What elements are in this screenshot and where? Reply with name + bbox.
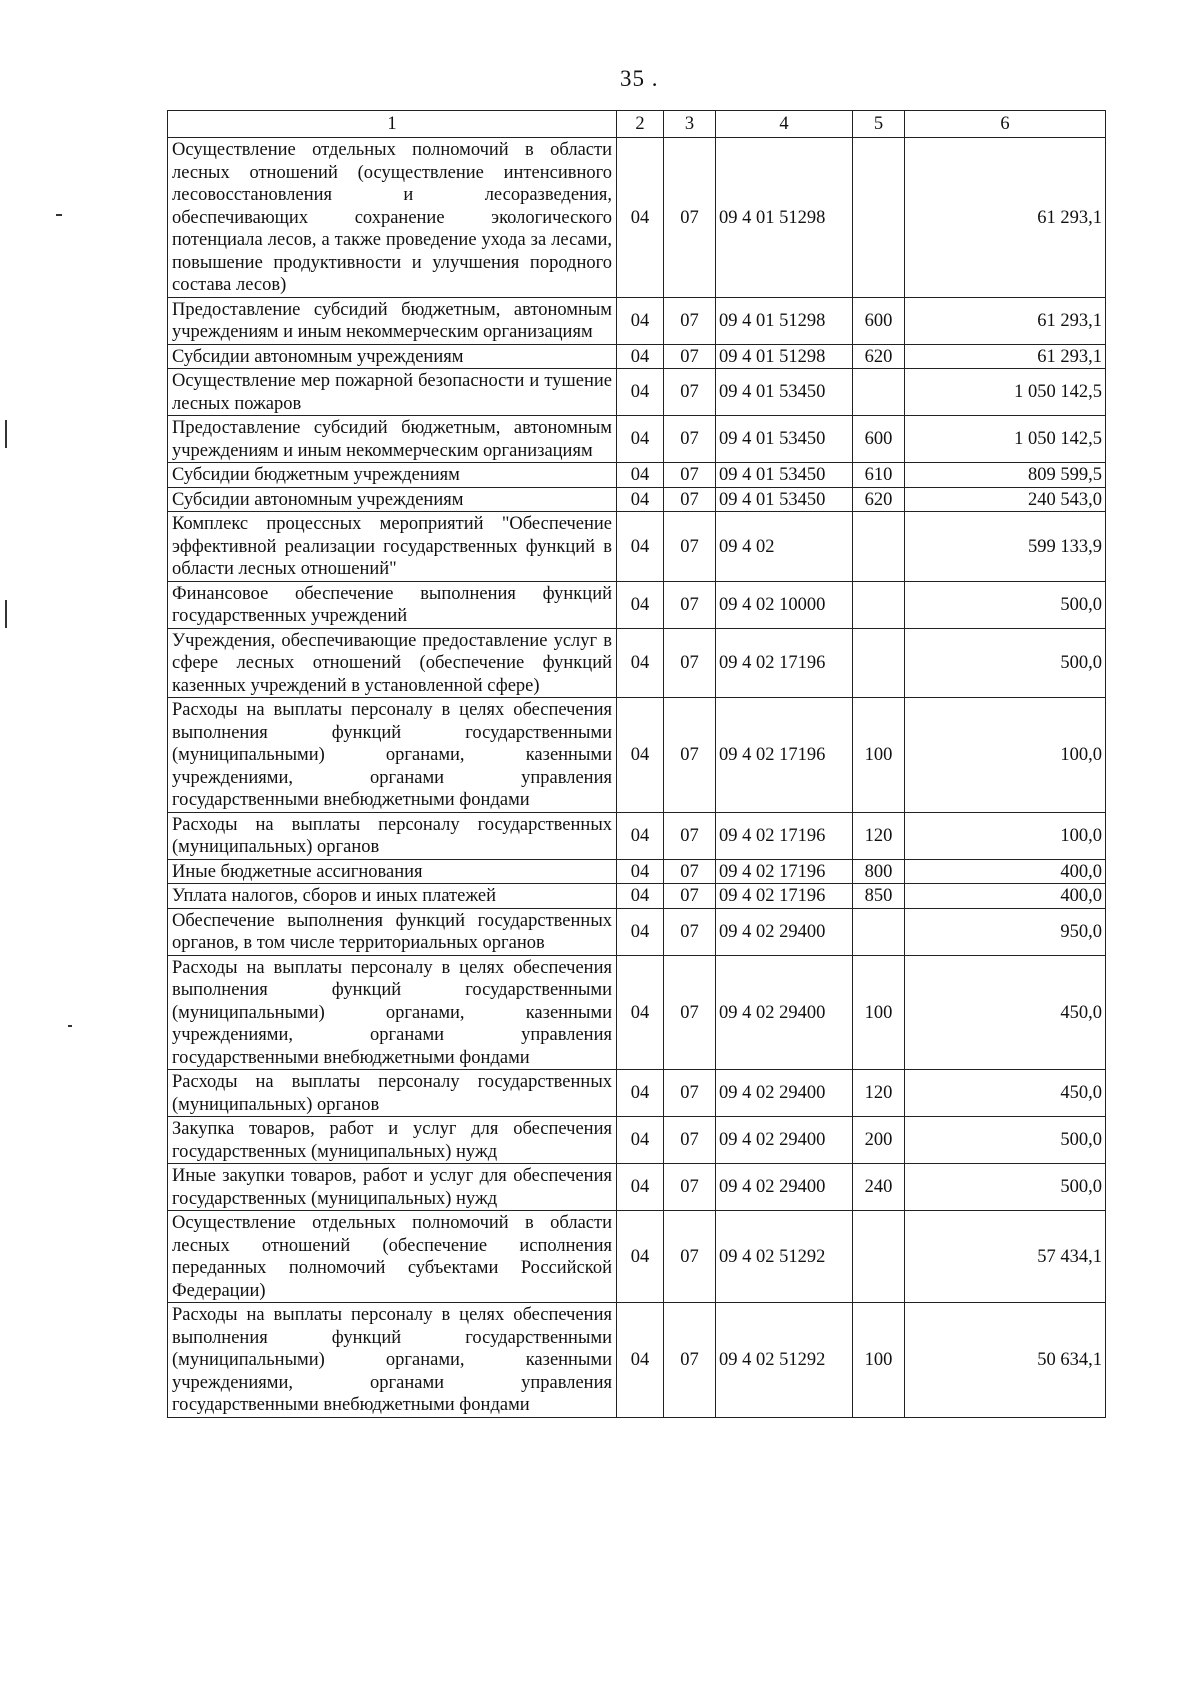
row-type-cell: 600	[853, 297, 905, 344]
row-sum-cell: 50 634,1	[905, 1303, 1106, 1418]
row-subsection-cell: 07	[664, 463, 716, 488]
row-type-cell: 600	[853, 416, 905, 463]
row-sum-cell: 400,0	[905, 884, 1106, 909]
scan-speck	[68, 1025, 72, 1027]
scan-speck	[5, 420, 7, 448]
row-section-cell: 04	[617, 884, 664, 909]
column-header-subsection: 3	[664, 111, 716, 138]
row-section-cell: 04	[617, 1164, 664, 1211]
row-type-cell: 100	[853, 1303, 905, 1418]
row-name-cell: Предоставление субсидий бюджетным, автономным учреждениям и иным некоммерческим организациям	[168, 416, 617, 463]
row-section-cell: 04	[617, 628, 664, 698]
table-header-row	[168, 111, 1106, 138]
table-row	[168, 628, 1106, 698]
column-header-sum: 6	[905, 111, 1106, 138]
row-name-cell: Обеспечение выполнения функций государственных органов, в том числе территориальных органов	[168, 908, 617, 955]
table-row	[168, 859, 1106, 884]
row-section-cell: 04	[617, 1070, 664, 1117]
row-code-cell: 09 4 02 29400	[716, 1117, 853, 1164]
row-code-cell: 09 4 02 17196	[716, 812, 853, 859]
row-name-cell: Расходы на выплаты персоналу в целях обеспечения выполнения функций государственными (муниципальными) органами, казенными учреждениями, органами управления государственными внебюджетными фондами	[168, 955, 617, 1070]
row-code-cell: 09 4 02 29400	[716, 955, 853, 1070]
row-sum-cell: 61 293,1	[905, 344, 1106, 369]
row-subsection-cell: 07	[664, 1211, 716, 1303]
row-sum-cell: 450,0	[905, 955, 1106, 1070]
row-section-cell: 04	[617, 138, 664, 298]
row-subsection-cell: 07	[664, 628, 716, 698]
row-subsection-cell: 07	[664, 1117, 716, 1164]
row-sum-cell: 57 434,1	[905, 1211, 1106, 1303]
row-code-cell: 09 4 02 51292	[716, 1303, 853, 1418]
page-number: 35 .	[620, 66, 659, 91]
row-code-cell: 09 4 01 51298	[716, 344, 853, 369]
row-section-cell: 04	[617, 1117, 664, 1164]
row-type-cell	[853, 512, 905, 582]
row-sum-cell: 450,0	[905, 1070, 1106, 1117]
table-row	[168, 463, 1106, 488]
row-code-cell: 09 4 02	[716, 512, 853, 582]
scan-speck	[5, 600, 7, 628]
row-subsection-cell: 07	[664, 812, 716, 859]
column-header-section: 2	[617, 111, 664, 138]
row-section-cell: 04	[617, 512, 664, 582]
row-name-cell: Финансовое обеспечение выполнения функций государственных учреждений	[168, 581, 617, 628]
row-code-cell: 09 4 01 53450	[716, 369, 853, 416]
row-subsection-cell: 07	[664, 138, 716, 298]
row-code-cell: 09 4 02 17196	[716, 859, 853, 884]
table-row	[168, 1303, 1106, 1418]
table-row	[168, 344, 1106, 369]
row-code-cell: 09 4 02 29400	[716, 1164, 853, 1211]
row-name-cell: Иные закупки товаров, работ и услуг для обеспечения государственных (муниципальных) нужд	[168, 1164, 617, 1211]
row-type-cell: 800	[853, 859, 905, 884]
row-sum-cell: 61 293,1	[905, 297, 1106, 344]
row-name-cell: Предоставление субсидий бюджетным, автономным учреждениям и иным некоммерческим организациям	[168, 297, 617, 344]
row-type-cell	[853, 628, 905, 698]
column-header-name: 1	[168, 111, 617, 138]
row-name-cell: Уплата налогов, сборов и иных платежей	[168, 884, 617, 909]
row-sum-cell: 500,0	[905, 1164, 1106, 1211]
row-subsection-cell: 07	[664, 1303, 716, 1418]
row-subsection-cell: 07	[664, 955, 716, 1070]
row-code-cell: 09 4 02 10000	[716, 581, 853, 628]
row-code-cell: 09 4 02 17196	[716, 884, 853, 909]
row-code-cell: 09 4 02 29400	[716, 908, 853, 955]
row-sum-cell: 599 133,9	[905, 512, 1106, 582]
row-subsection-cell: 07	[664, 1164, 716, 1211]
row-type-cell: 620	[853, 487, 905, 512]
budget-table	[167, 110, 1106, 1418]
row-section-cell: 04	[617, 955, 664, 1070]
row-section-cell: 04	[617, 1211, 664, 1303]
row-sum-cell: 500,0	[905, 581, 1106, 628]
row-section-cell: 04	[617, 297, 664, 344]
row-name-cell: Комплекс процессных мероприятий "Обеспечение эффективной реализации государственных функций в области лесных отношений"	[168, 512, 617, 582]
row-section-cell: 04	[617, 698, 664, 813]
row-subsection-cell: 07	[664, 884, 716, 909]
table-row	[168, 512, 1106, 582]
row-name-cell: Субсидии автономным учреждениям	[168, 344, 617, 369]
row-section-cell: 04	[617, 581, 664, 628]
row-name-cell: Осуществление мер пожарной безопасности и тушение лесных пожаров	[168, 369, 617, 416]
row-type-cell	[853, 908, 905, 955]
row-code-cell: 09 4 01 53450	[716, 463, 853, 488]
row-subsection-cell: 07	[664, 859, 716, 884]
row-code-cell: 09 4 01 51298	[716, 297, 853, 344]
row-type-cell: 620	[853, 344, 905, 369]
row-code-cell: 09 4 02 29400	[716, 1070, 853, 1117]
row-section-cell: 04	[617, 463, 664, 488]
row-type-cell	[853, 138, 905, 298]
row-section-cell: 04	[617, 344, 664, 369]
column-header-code: 4	[716, 111, 853, 138]
row-section-cell: 04	[617, 859, 664, 884]
row-subsection-cell: 07	[664, 344, 716, 369]
table-row	[168, 698, 1106, 813]
row-type-cell: 120	[853, 812, 905, 859]
table-row	[168, 812, 1106, 859]
table-row	[168, 884, 1106, 909]
row-type-cell: 240	[853, 1164, 905, 1211]
row-subsection-cell: 07	[664, 908, 716, 955]
row-sum-cell: 950,0	[905, 908, 1106, 955]
row-section-cell: 04	[617, 908, 664, 955]
row-section-cell: 04	[617, 369, 664, 416]
row-type-cell: 850	[853, 884, 905, 909]
row-name-cell: Расходы на выплаты персоналу государственных (муниципальных) органов	[168, 1070, 617, 1117]
table-row	[168, 369, 1106, 416]
row-name-cell: Субсидии бюджетным учреждениям	[168, 463, 617, 488]
row-name-cell: Закупка товаров, работ и услуг для обеспечения государственных (муниципальных) нужд	[168, 1117, 617, 1164]
table-row	[168, 416, 1106, 463]
row-type-cell: 100	[853, 698, 905, 813]
row-subsection-cell: 07	[664, 416, 716, 463]
table-row	[168, 487, 1106, 512]
table-row	[168, 1211, 1106, 1303]
row-code-cell: 09 4 02 17196	[716, 628, 853, 698]
row-sum-cell: 100,0	[905, 812, 1106, 859]
row-sum-cell: 500,0	[905, 1117, 1106, 1164]
row-section-cell: 04	[617, 1303, 664, 1418]
row-sum-cell: 809 599,5	[905, 463, 1106, 488]
row-sum-cell: 1 050 142,5	[905, 416, 1106, 463]
row-subsection-cell: 07	[664, 487, 716, 512]
table-row	[168, 297, 1106, 344]
row-subsection-cell: 07	[664, 581, 716, 628]
table-row	[168, 908, 1106, 955]
row-name-cell: Осуществление отдельных полномочий в области лесных отношений (обеспечение исполнения переданных полномочий субъектами Российской Федерации)	[168, 1211, 617, 1303]
row-subsection-cell: 07	[664, 369, 716, 416]
row-name-cell: Осуществление отдельных полномочий в области лесных отношений (осуществление интенсивного лесовосстановления и лесоразведения, обеспечивающих сохранение экологического потенциала лесов, а также проведение ухода за лесами, повышение продуктивности и улучшения породного состава лесов)	[168, 138, 617, 298]
row-name-cell: Иные бюджетные ассигнования	[168, 859, 617, 884]
row-name-cell: Субсидии автономным учреждениям	[168, 487, 617, 512]
row-sum-cell: 240 543,0	[905, 487, 1106, 512]
row-type-cell: 100	[853, 955, 905, 1070]
row-code-cell: 09 4 02 17196	[716, 698, 853, 813]
row-sum-cell: 400,0	[905, 859, 1106, 884]
row-code-cell: 09 4 01 53450	[716, 416, 853, 463]
row-type-cell	[853, 581, 905, 628]
row-type-cell: 610	[853, 463, 905, 488]
row-type-cell	[853, 369, 905, 416]
table-row	[168, 1117, 1106, 1164]
row-type-cell	[853, 1211, 905, 1303]
row-section-cell: 04	[617, 487, 664, 512]
table-row	[168, 581, 1106, 628]
row-type-cell: 200	[853, 1117, 905, 1164]
row-section-cell: 04	[617, 416, 664, 463]
table-row	[168, 1164, 1106, 1211]
row-code-cell: 09 4 01 51298	[716, 138, 853, 298]
row-name-cell: Расходы на выплаты персоналу в целях обеспечения выполнения функций государственными (муниципальными) органами, казенными учреждениями, органами управления государственными внебюджетными фондами	[168, 1303, 617, 1418]
row-section-cell: 04	[617, 812, 664, 859]
row-name-cell: Расходы на выплаты персоналу государственных (муниципальных) органов	[168, 812, 617, 859]
scan-speck	[56, 214, 62, 216]
row-sum-cell: 100,0	[905, 698, 1106, 813]
row-code-cell: 09 4 01 53450	[716, 487, 853, 512]
row-code-cell: 09 4 02 51292	[716, 1211, 853, 1303]
row-name-cell: Учреждения, обеспечивающие предоставление услуг в сфере лесных отношений (обеспечение функций казенных учреждений в установленной сфере)	[168, 628, 617, 698]
row-subsection-cell: 07	[664, 698, 716, 813]
table-row	[168, 1070, 1106, 1117]
table-row	[168, 955, 1106, 1070]
row-sum-cell: 500,0	[905, 628, 1106, 698]
row-subsection-cell: 07	[664, 1070, 716, 1117]
row-sum-cell: 61 293,1	[905, 138, 1106, 298]
column-header-type: 5	[853, 111, 905, 138]
table-row	[168, 138, 1106, 298]
row-name-cell: Расходы на выплаты персоналу в целях обеспечения выполнения функций государственными (муниципальными) органами, казенными учреждениями, органами управления государственными внебюджетными фондами	[168, 698, 617, 813]
row-sum-cell: 1 050 142,5	[905, 369, 1106, 416]
row-subsection-cell: 07	[664, 512, 716, 582]
row-subsection-cell: 07	[664, 297, 716, 344]
row-type-cell: 120	[853, 1070, 905, 1117]
